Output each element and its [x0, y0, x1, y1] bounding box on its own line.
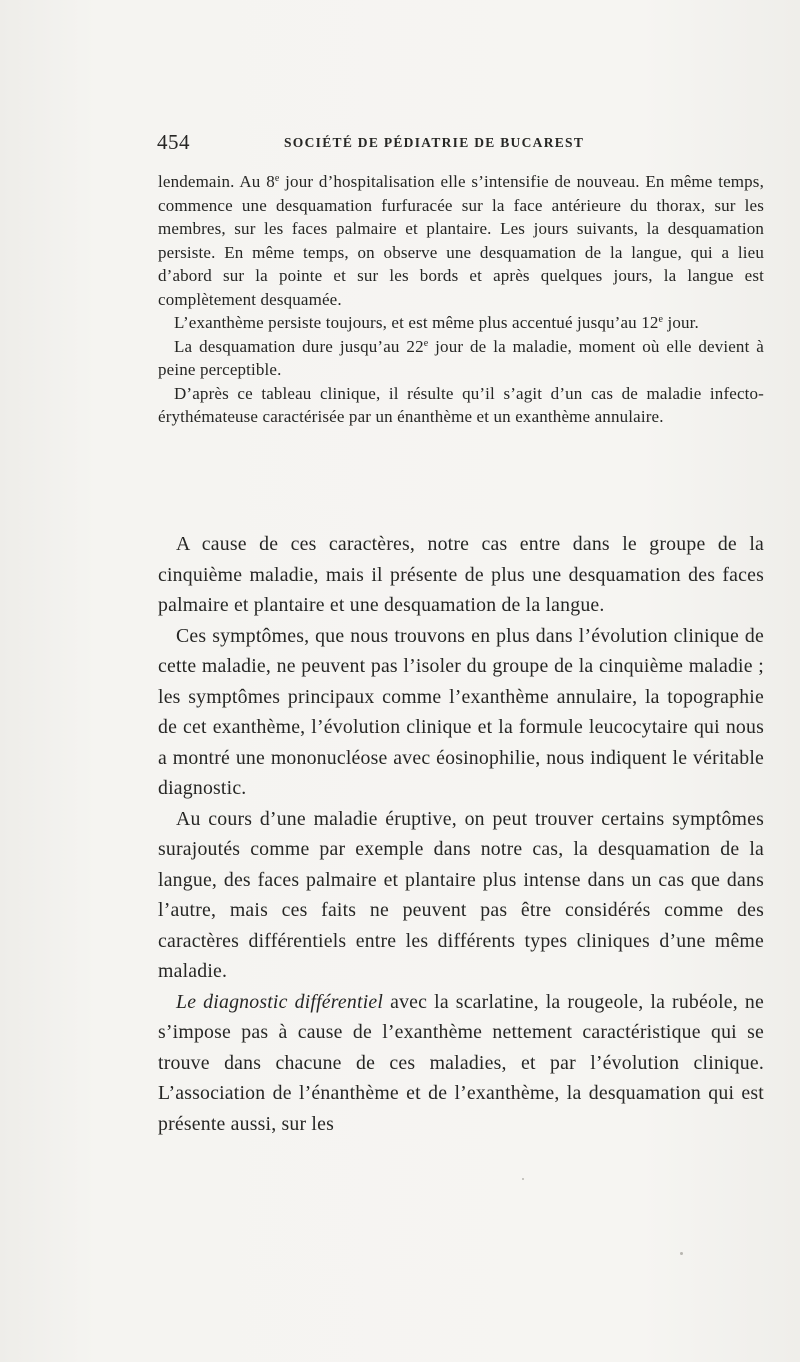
- paragraph: Le diagnostic différentiel avec la scarlatine, la rougeole, la rubéole, ne s’impose pas à cause de l’exanthème nettement caractéristique qui se trouve dans chacune de ces maladies, et par l’évolution clinique. L’association de l’énanthème et de l’exanthème, la desquamation qui est présente aussi, sur les: [158, 990, 764, 1135]
- paragraph: Au cours d’une maladie éruptive, on peut trouver certains symptômes surajoutés comme par exemple dans notre cas, la desquamation de la langue, des faces palmaire et plantaire plus intense dans un cas que dans l’autre, mais ces faits ne peuvent pas être considérés comme des caractères différentiels entre les différents types cliniques d’une même maladie.: [158, 807, 764, 982]
- paragraph: L’exanthème persiste toujours, et est même plus accentué jusqu’au 12e jour.: [174, 313, 699, 332]
- paper-speck: [680, 1252, 683, 1255]
- page-header: [157, 130, 757, 160]
- paragraph: D’après ce tableau clinique, il résulte qu’il s’agit d’un cas de maladie infecto-érythémateuse caractérisée par un énanthème et un exanthème annulaire.: [158, 383, 764, 426]
- paragraph: A cause de ces caractères, notre cas entre dans le groupe de la cinquième maladie, mais il présente de plus une desquamation des faces palmaire et plantaire et une desquamation de la langue.: [158, 533, 764, 616]
- paragraph: Ces symptômes, que nous trouvons en plus dans l’évolution clinique de cette maladie, ne peuvent pas l’isoler du groupe de la cinquième maladie ; les symptômes principaux comme l’exanthème annulaire, la topographie de cet exanthème, l’évolution clinique et la formule leucocytaire qui nous a montré une mononucléose avec éosinophilie, nous indiquent le véritable diagnostic.: [158, 624, 764, 799]
- running-head: SOCIÉTÉ DE PÉDIATRIE DE BUCAREST: [284, 135, 585, 150]
- paragraph: lendemain. Au 8e jour d’hospitalisation elle s’intensifie de nouveau. En même temps, commence une desquamation furfuracée sur la face antérieure du thorax, sur les membres, sur les faces palmaire et plantaire. Les jours suivants, la desquamation persiste. En même temps, on observe une desquamation de la langue, qui a lieu d’abord sur la pointe et sur les bords et après quelques jours, la langue est complètement desquamée.: [158, 172, 764, 309]
- paragraph: La desquamation dure jusqu’au 22e jour de la maladie, moment où elle devient à peine perceptible.: [158, 336, 765, 379]
- paper-speck: [522, 1178, 524, 1180]
- case-report-text: [158, 170, 764, 429]
- italic-lead: Le diagnostic différentiel: [176, 990, 384, 1013]
- page-number: 454: [157, 130, 190, 154]
- discussion-text: [158, 529, 764, 1139]
